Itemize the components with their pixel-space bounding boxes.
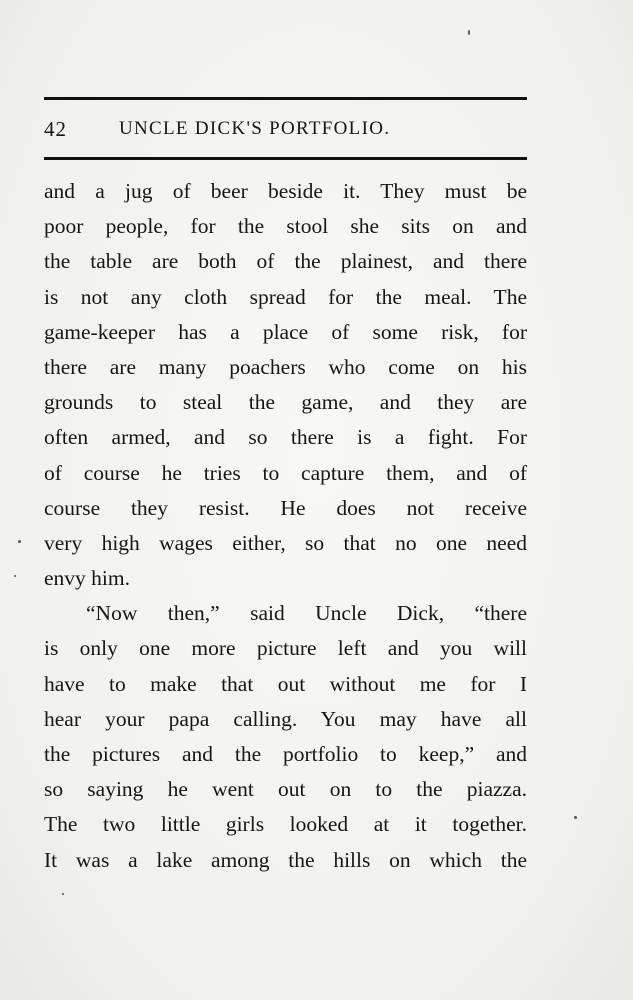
running-head xyxy=(44,117,527,145)
text-line: It was a lake among the hills on which the xyxy=(44,847,527,872)
text-line: The two little girls looked at it together. xyxy=(44,812,527,837)
header-bottom-rule xyxy=(44,157,527,160)
text-line: and a jug of beer beside it. They must be xyxy=(44,179,527,203)
paper-speck xyxy=(18,540,21,543)
paragraph-start-line: “Now then,” said Uncle Dick, “there xyxy=(86,601,527,626)
paper-speck xyxy=(14,575,16,577)
text-line: so saying he went out on to the piazza. xyxy=(44,777,527,802)
paragraph-end-line: envy him. xyxy=(44,566,130,591)
text-line: hear your papa calling. You may have all xyxy=(44,706,527,731)
text-line: grounds to steal the game, and they are xyxy=(44,390,527,415)
text-line: poor people, for the stool she sits on and xyxy=(44,214,527,239)
header-top-rule xyxy=(44,97,527,100)
text-line: is not any cloth spread for the meal. The xyxy=(44,284,527,309)
body-text xyxy=(44,174,527,878)
paper-speck xyxy=(468,30,470,35)
text-line: of course he tries to capture them, and of xyxy=(44,460,527,485)
text-line: have to make that out without me for I xyxy=(44,671,527,696)
text-line: very high wages either, so that no one need xyxy=(44,530,527,555)
text-line: the table are both of the plainest, and there xyxy=(44,249,527,274)
paper-speck xyxy=(574,816,577,819)
text-line: is only one more picture left and you will xyxy=(44,636,527,661)
paper-speck xyxy=(62,893,64,895)
text-line: often armed, and so there is a fight. For xyxy=(44,425,527,450)
running-title: UNCLE DICK'S PORTFOLIO. xyxy=(119,118,391,139)
text-line: there are many poachers who come on his xyxy=(44,354,527,379)
page-number: 42 xyxy=(44,117,67,141)
text-line: game-keeper has a place of some risk, for xyxy=(44,319,527,344)
text-line: course they resist. He does not receive xyxy=(44,495,527,520)
text-line: the pictures and the portfolio to keep,” and xyxy=(44,742,527,766)
